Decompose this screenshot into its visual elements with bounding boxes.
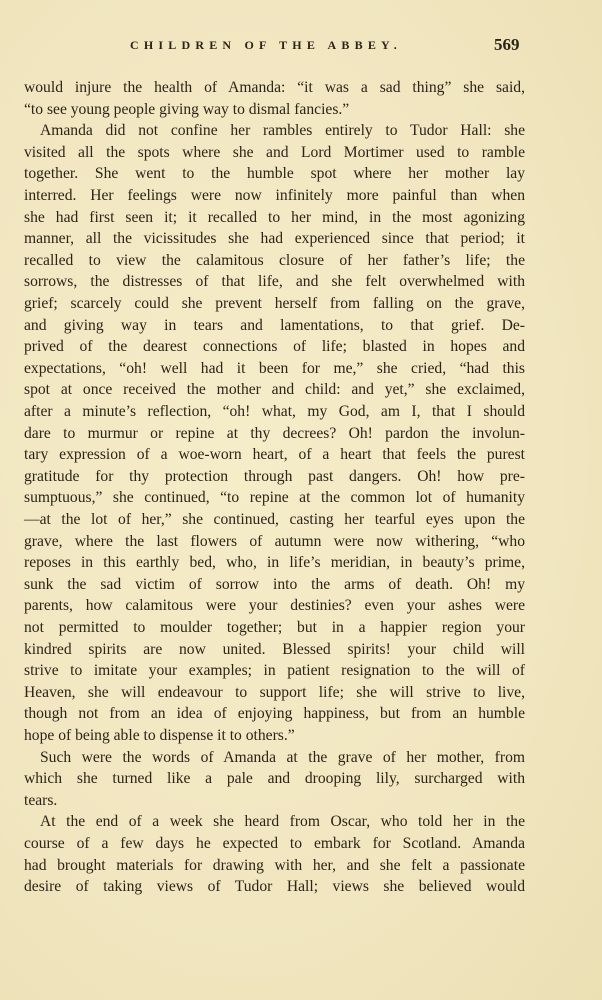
- text-line: “to see young people giving way to dismal fancies.”: [24, 100, 350, 118]
- text-line: sorrows, the distresses of that life, and she felt overwhelmed with: [24, 273, 525, 291]
- text-line: manner, all the vicissitudes she had experienced since that period; it: [24, 230, 525, 248]
- text-line: interred. Her feelings were now infinitely more painful than when: [24, 187, 525, 204]
- text-line: desire of taking views of Tudor Hall; views she believed would: [24, 878, 525, 896]
- text-line: reposes in this earthly bed, who, in life’s meridian, in beauty’s prime,: [24, 554, 525, 572]
- text-line: sunk the sad victim of sorrow into the arms of death. Oh! my: [24, 575, 525, 593]
- text-line: parents, how calamitous were your destinies? even your ashes were: [24, 597, 525, 615]
- text-line: strive to imitate your examples; in patient resignation to the will of: [24, 662, 525, 680]
- text-line: tears.: [24, 791, 58, 809]
- text-line: she had first seen it; it recalled to her mind, in the most agonizing: [24, 208, 525, 226]
- text-line: had brought materials for drawing with her, and she felt a passionate: [24, 856, 525, 874]
- text-line: spot at once received the mother and child: and yet,” she exclaimed,: [24, 381, 525, 399]
- page-number: 569: [494, 35, 520, 54]
- text-line: tary expression of a woe-worn heart, of a heart that feels the purest: [24, 446, 525, 464]
- text-line: sumptuous,” she continued, “to repine at the common lot of humanity: [24, 489, 525, 507]
- text-line: At the end of a week she heard from Oscar, who told her in the: [40, 813, 525, 831]
- text-line: together. She went to the humble spot where her mother lay: [24, 165, 525, 183]
- text-line: after a minute’s reflection, “oh! what, my God, am I, that I should: [24, 403, 525, 420]
- text-line: course of a few days he expected to embark for Scotland. Amanda: [24, 835, 525, 852]
- text-line: and giving way in tears and lamentations, to that grief. De-: [24, 316, 525, 334]
- text-line: visited all the spots where she and Lord Mortimer used to ramble: [24, 143, 525, 161]
- text-line: grave, where the last flowers of autumn were now withering, “who: [24, 532, 525, 550]
- text-line: grief; scarcely could she prevent herself from falling on the grave,: [24, 295, 525, 312]
- text-line: gratitude for thy protection through past dangers. Oh! how pre-: [24, 467, 525, 485]
- text-line: dare to murmur or repine at thy decrees? Oh! pardon the involun-: [24, 424, 525, 442]
- text-line: —at the lot of her,” she continued, casting her tearful eyes upon the: [24, 511, 525, 528]
- text-line: which she turned like a pale and drooping lily, surcharged with: [24, 770, 525, 788]
- text-line: would injure the health of Amanda: “it was a sad thing” she said,: [24, 79, 525, 96]
- text-line: hope of being able to dispense it to others.”: [24, 727, 295, 744]
- text-line: expectations, “oh! well had it been for me,” she cried, “had this: [24, 359, 525, 377]
- text-line: Such were the words of Amanda at the grave of her mother, from: [40, 748, 525, 766]
- text-line: kindred spirits are now united. Blessed spirits! your child will: [24, 640, 525, 658]
- text-line: recalled to view the calamitous closure of her father’s life; the: [24, 251, 525, 269]
- running-title: CHILDREN OF THE ABBEY.: [130, 38, 402, 52]
- text-line: prived of the dearest connections of life; blasted in hopes and: [24, 338, 525, 356]
- text-line: Amanda did not confine her rambles entirely to Tudor Hall: she: [40, 122, 525, 140]
- text-line: not permitted to moulder together; but in a happier region your: [24, 619, 525, 636]
- text-line: Heaven, she will endeavour to support life; she will strive to live,: [24, 683, 525, 701]
- text-line: though not from an idea of enjoying happiness, but from an humble: [24, 705, 525, 723]
